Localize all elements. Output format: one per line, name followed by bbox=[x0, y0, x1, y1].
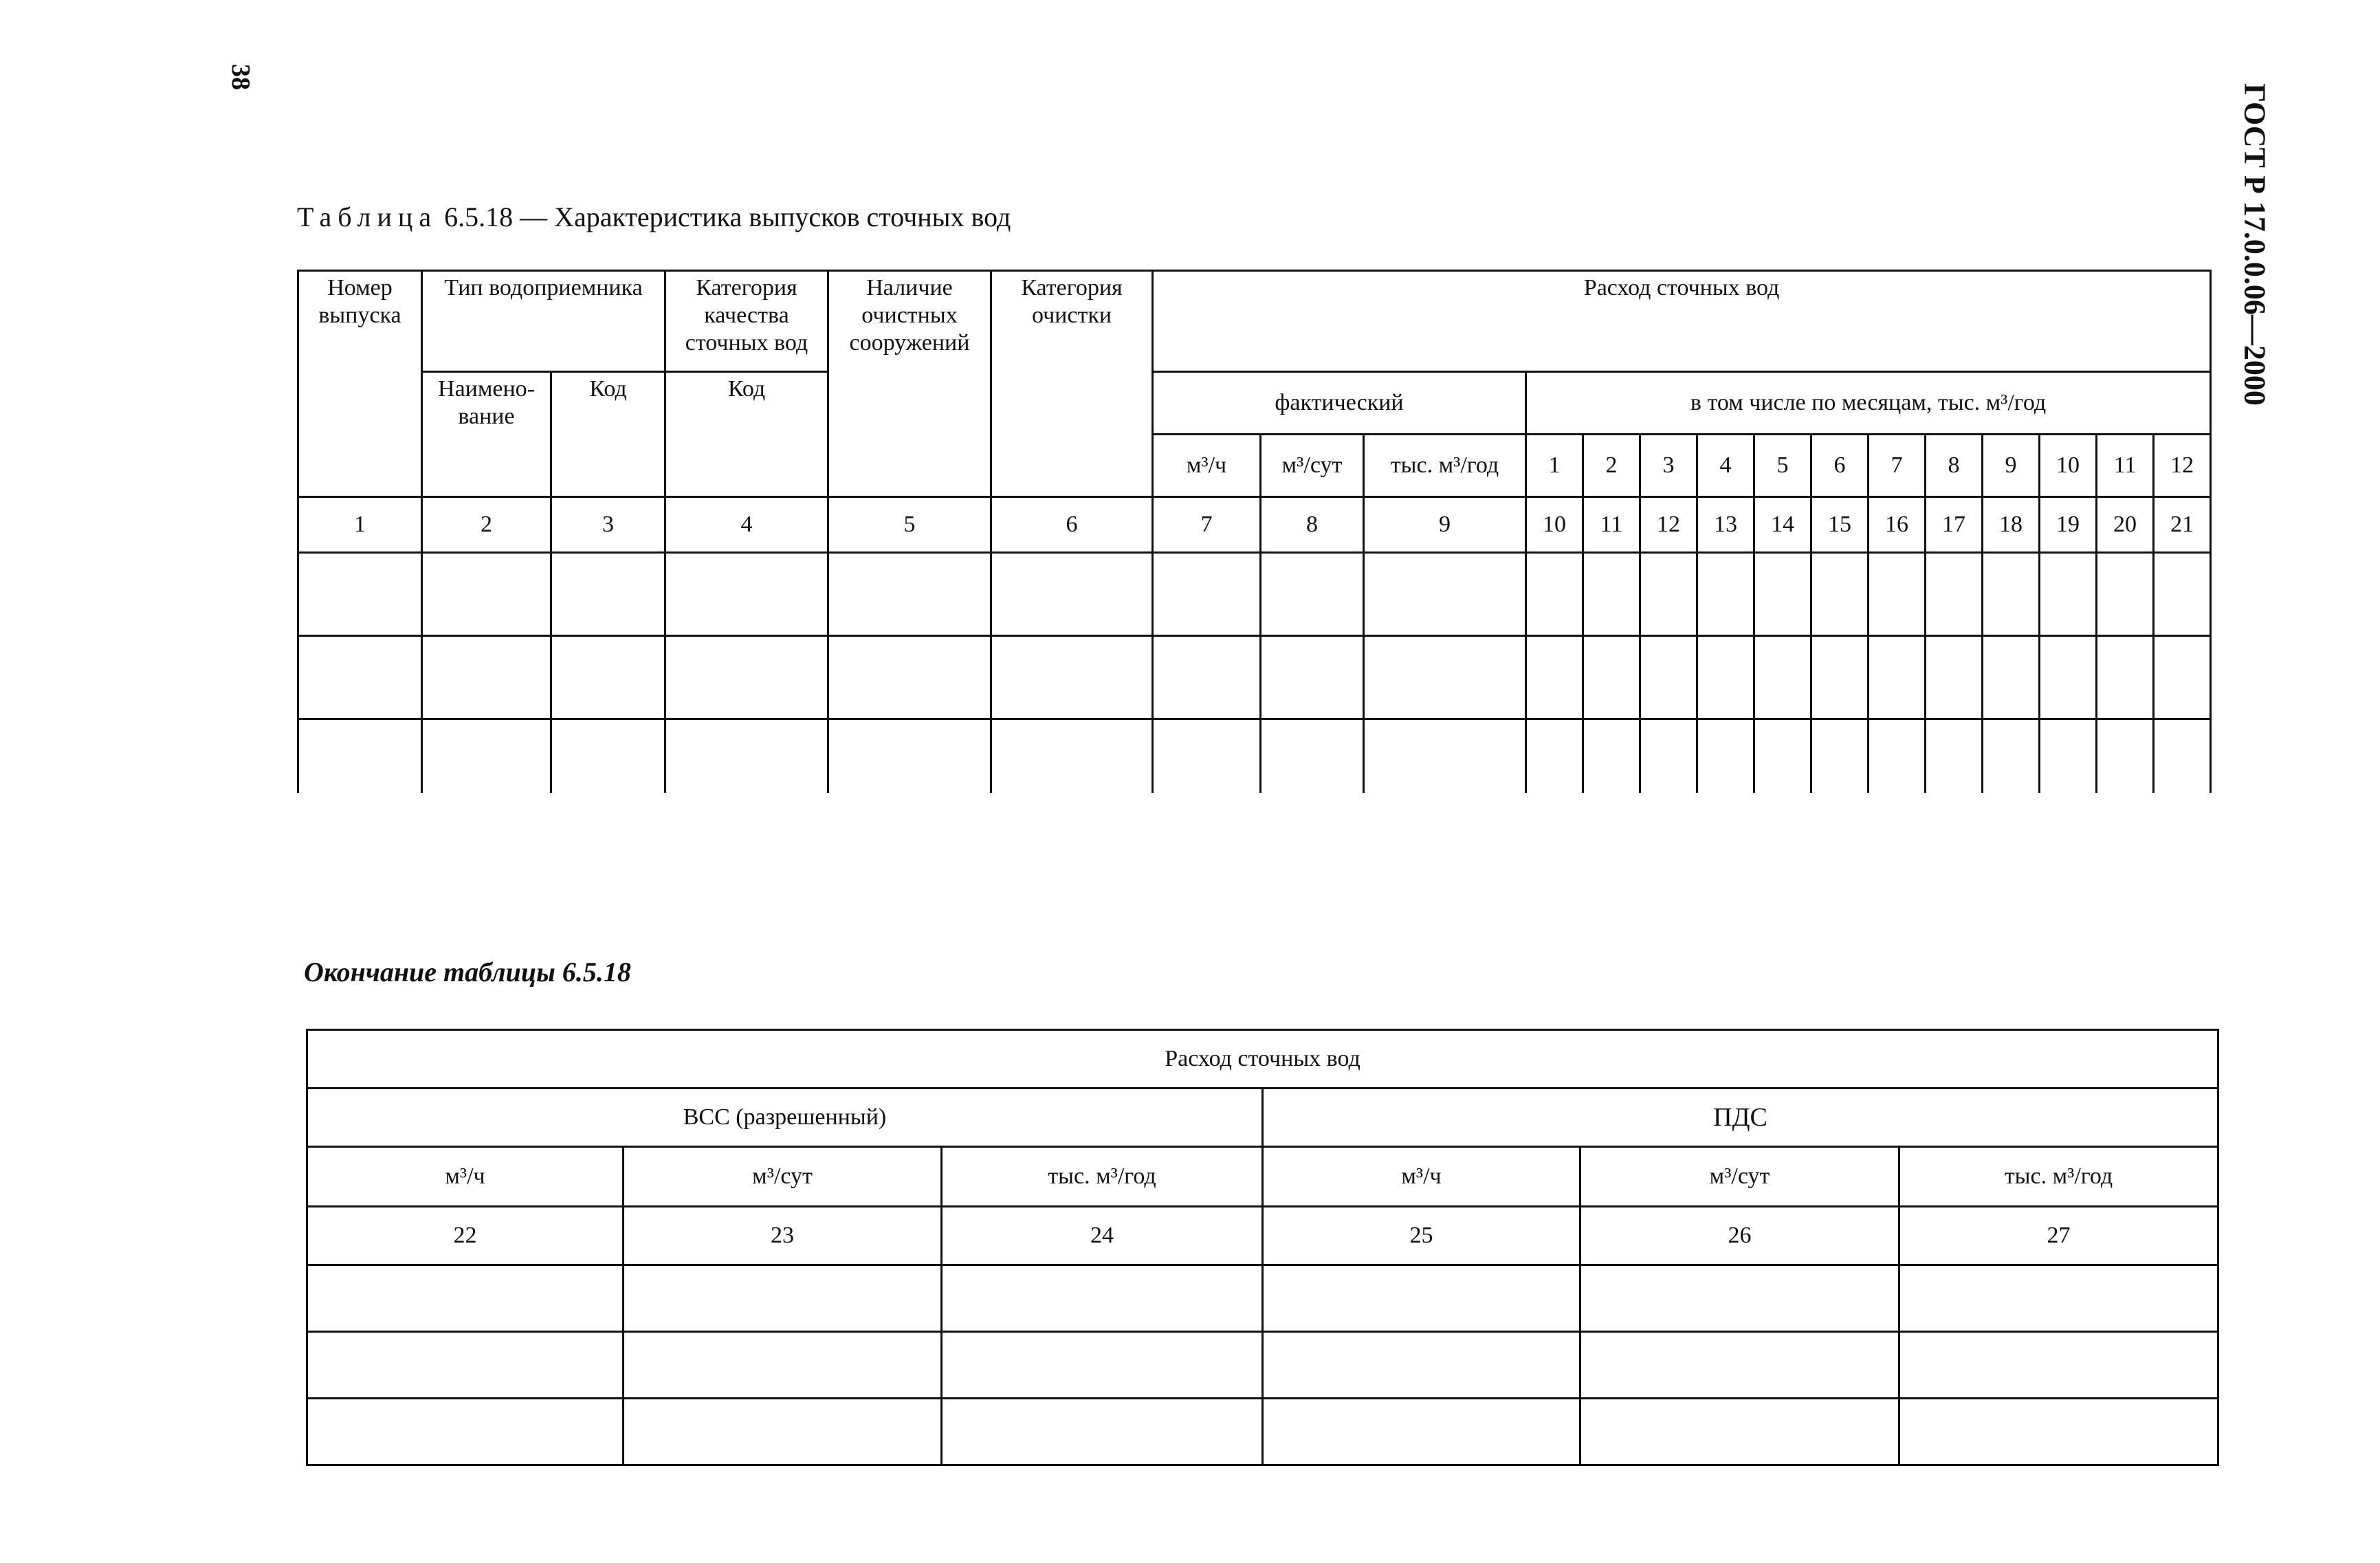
column-number: 18 bbox=[1983, 497, 2040, 553]
table-row bbox=[307, 1399, 2218, 1465]
column-number: 22 bbox=[307, 1207, 624, 1265]
header-month: 7 bbox=[1869, 435, 1926, 497]
header-treatment-category: Категория очистки bbox=[991, 271, 1153, 497]
column-number: 4 bbox=[665, 497, 828, 553]
column-number: 1 bbox=[298, 497, 422, 553]
continuation-caption: Окончание таблицы 6.5.18 bbox=[304, 957, 631, 987]
header-quality-category: Категория качества сточных вод bbox=[665, 271, 828, 372]
header-unit: м³/сут bbox=[624, 1147, 942, 1207]
column-number: 2 bbox=[422, 497, 551, 553]
header-quality-code: Код bbox=[665, 372, 828, 497]
column-number: 7 bbox=[1153, 497, 1261, 553]
column-number: 17 bbox=[1926, 497, 1983, 553]
header-release-number: Номер выпуска bbox=[298, 271, 422, 497]
column-number: 20 bbox=[2097, 497, 2154, 553]
header-monthly: в том числе по месяцам, тыс. м³/год bbox=[1526, 372, 2211, 435]
column-number: 23 bbox=[624, 1207, 942, 1265]
column-number: 5 bbox=[828, 497, 991, 553]
header-unit: тыс. м³/год bbox=[1899, 1147, 2218, 1207]
column-number: 11 bbox=[1583, 497, 1640, 553]
header-pds: ПДС bbox=[1263, 1089, 2218, 1147]
wastewater-releases-table-end bbox=[306, 1029, 2219, 1466]
header-month: 5 bbox=[1754, 435, 1811, 497]
header-unit-thous-m3year: тыс. м³/год bbox=[1364, 435, 1526, 497]
column-number: 9 bbox=[1364, 497, 1526, 553]
column-number: 16 bbox=[1869, 497, 1926, 553]
table-caption-prefix: Таблица bbox=[297, 201, 438, 232]
table-row bbox=[298, 719, 2211, 794]
header-month: 9 bbox=[1983, 435, 2040, 497]
column-number: 3 bbox=[551, 497, 665, 553]
header-flow: Расход сточных вод bbox=[1153, 271, 2211, 372]
column-number: 6 bbox=[991, 497, 1153, 553]
header-month: 6 bbox=[1811, 435, 1869, 497]
column-number: 21 bbox=[2154, 497, 2211, 553]
table-row bbox=[298, 636, 2211, 719]
page-number: 38 bbox=[226, 64, 255, 90]
table-row bbox=[307, 1332, 2218, 1399]
header-unit: м³/ч bbox=[1263, 1147, 1580, 1207]
document-code: ГОСТ Р 17.0.0.06—2000 bbox=[2238, 83, 2272, 406]
column-number: 10 bbox=[1526, 497, 1583, 553]
table-caption-title: 6.5.18 — Характеристика выпусков сточных вод bbox=[444, 201, 1011, 232]
header-actual: фактический bbox=[1153, 372, 1526, 435]
column-number: 26 bbox=[1580, 1207, 1899, 1265]
header-flow: Расход сточных вод bbox=[307, 1030, 2218, 1089]
table-row bbox=[307, 1265, 2218, 1332]
header-month: 8 bbox=[1926, 435, 1983, 497]
table-row bbox=[298, 553, 2211, 636]
header-unit: м³/ч bbox=[307, 1147, 624, 1207]
column-number: 24 bbox=[942, 1207, 1263, 1265]
column-number: 12 bbox=[1640, 497, 1697, 553]
header-month: 1 bbox=[1526, 435, 1583, 497]
header-month: 2 bbox=[1583, 435, 1640, 497]
column-number: 8 bbox=[1261, 497, 1364, 553]
header-month: 10 bbox=[2040, 435, 2097, 497]
header-treatment-facilities: Наличие очистных сооружений bbox=[828, 271, 991, 497]
header-unit: тыс. м³/год bbox=[942, 1147, 1263, 1207]
header-vss: ВСС (разрешенный) bbox=[307, 1089, 1263, 1147]
column-number: 13 bbox=[1697, 497, 1754, 553]
header-receiver-code: Код bbox=[551, 372, 665, 497]
column-number: 27 bbox=[1899, 1207, 2218, 1265]
column-number: 15 bbox=[1811, 497, 1869, 553]
header-receiver-type: Тип водоприемника bbox=[422, 271, 665, 372]
column-number: 14 bbox=[1754, 497, 1811, 553]
header-unit-m3h: м³/ч bbox=[1153, 435, 1261, 497]
header-receiver-name: Наимено-вание bbox=[422, 372, 551, 497]
column-number: 25 bbox=[1263, 1207, 1580, 1265]
header-month: 3 bbox=[1640, 435, 1697, 497]
header-unit-m3day: м³/сут bbox=[1261, 435, 1364, 497]
header-unit: м³/сут bbox=[1580, 1147, 1899, 1207]
header-month: 12 bbox=[2154, 435, 2211, 497]
table-caption bbox=[297, 201, 1011, 233]
column-number: 19 bbox=[2040, 497, 2097, 553]
header-month: 4 bbox=[1697, 435, 1754, 497]
header-month: 11 bbox=[2097, 435, 2154, 497]
wastewater-releases-table bbox=[297, 270, 2212, 793]
